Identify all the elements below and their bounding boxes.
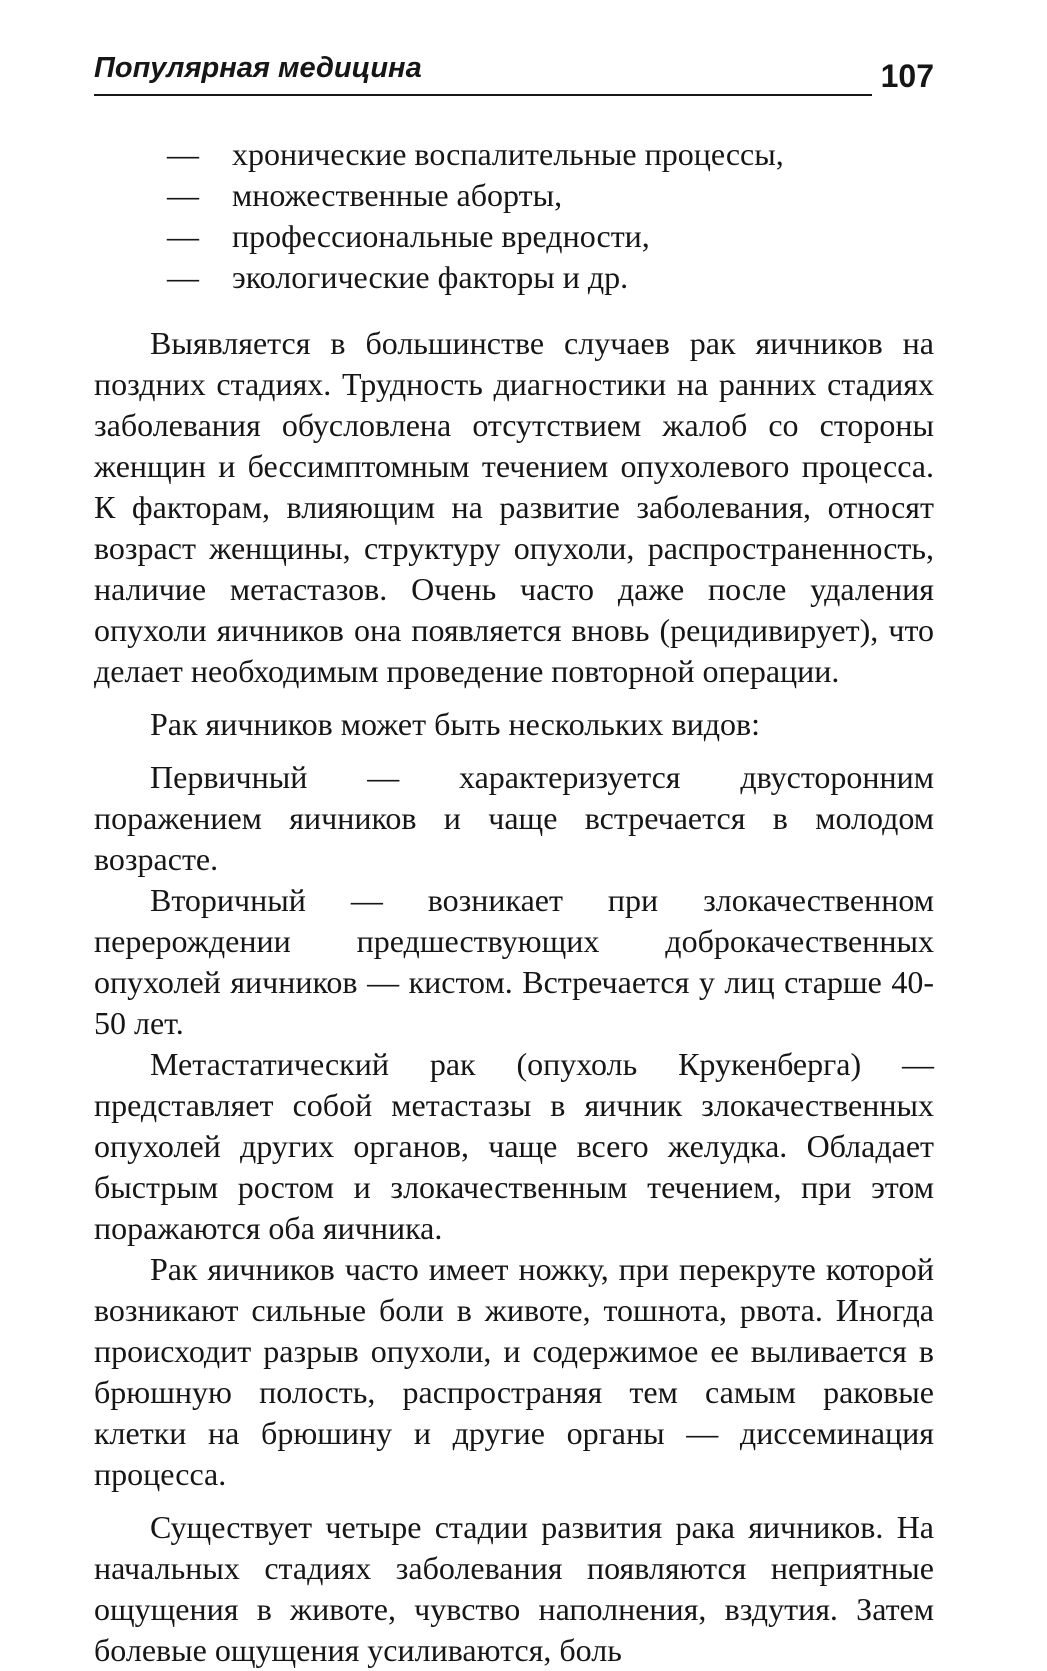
body-text xyxy=(94,323,934,1671)
paragraph-types-intro: Рак яичников может быть нескольких видов: xyxy=(150,706,761,742)
paragraph-diagnosis: Выявляется в большинстве случаев рак яичников на поздних стадиях. Трудность диагностики на ранних стадиях заболевания обусловлена отсутствием жалоб со стороны женщин и бессимптомным течением опухолевого процесса. К факторам, влияющим на развитие заболевания, относят возраст женщины, структуру опухоли, распространенность, наличие метастазов. Очень часто даже после удаления опухоли яичников она появляется вновь (рецидивирует), что делает необходимым проведение повторной операции. xyxy=(94,325,934,689)
list-item xyxy=(94,175,934,216)
paragraph-stages: Существует четыре стадии развития рака яичников. На начальных стадиях заболевания появляются неприятные ощущения в животе, чувство наполнения, вздутия. Затем болевые ощущения усиливаются, боль xyxy=(94,1509,934,1668)
list-dash: — xyxy=(167,218,199,254)
list-dash: — xyxy=(167,259,199,295)
list-item xyxy=(94,134,934,175)
page-number: 107 xyxy=(880,58,934,94)
list-item-text: множественные аборты, xyxy=(232,177,563,213)
book-page xyxy=(94,52,934,1671)
list-dash: — xyxy=(167,136,199,172)
list-item-text: экологические факторы и др. xyxy=(232,259,629,295)
running-title: Популярная медицина xyxy=(94,52,422,84)
paragraph-primary: Первичный — характеризуется двусторонним поражением яичников и чаще встречается в молодом возрасте. xyxy=(94,759,934,877)
paragraph-secondary: Вторичный — возникает при злокачественном перерождении предшествующих доброкачественных опухолей яичников — кистом. Встречается у лиц старше 40-50 лет. xyxy=(94,882,934,1041)
risk-factor-list xyxy=(94,134,934,298)
paragraph-torsion: Рак яичников часто имеет ножку, при перекруте которой возникают сильные боли в животе, тошнота, рвота. Иногда происходит разрыв опухоли, и содержимое ее выливается в брюшную полость, распространяя тем самым раковые клетки на брюшину и другие органы — диссеминация процесса. xyxy=(94,1251,934,1492)
list-dash: — xyxy=(167,177,199,213)
list-item-text: хронические воспалительные процессы, xyxy=(232,136,784,172)
list-item xyxy=(94,216,934,257)
running-header xyxy=(94,52,872,96)
list-item-text: профессиональные вредности, xyxy=(232,218,650,254)
paragraph-metastatic: Метастатический рак (опухоль Крукенберга) — представляет собой метастазы в яичник злокачественных опухолей других органов, чаще всего желудка. Обладает быстрым ростом и злокачественным течением, при этом поражаются оба яичника. xyxy=(94,1046,934,1246)
list-item xyxy=(94,257,934,298)
